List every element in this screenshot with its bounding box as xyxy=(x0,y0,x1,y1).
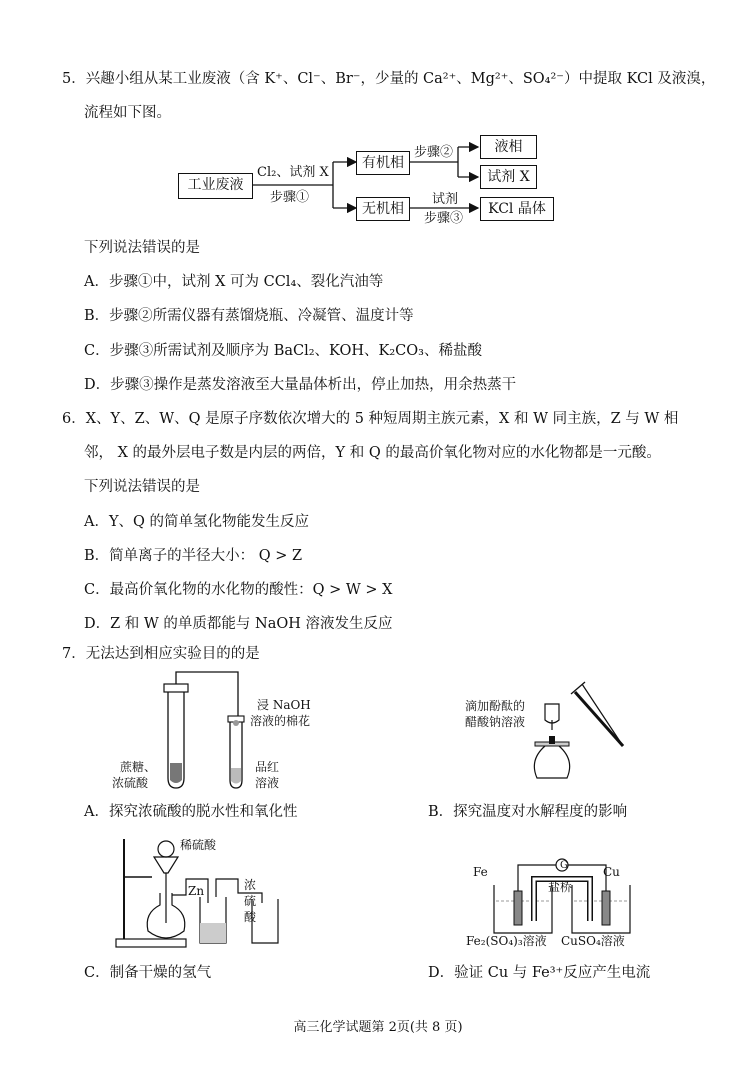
flow-box-start: 工业废液 xyxy=(178,173,253,199)
apparatus-b-label2: 醋酸钠溶液 xyxy=(465,715,526,729)
flow-reagent1: Cl₂、试剂 X xyxy=(257,165,329,180)
apparatus-c-label-acid: 稀硫酸 xyxy=(180,838,217,852)
flow-step1: 步骤① xyxy=(270,190,310,205)
apparatus-a-label-acid: 浓硫酸 xyxy=(112,776,149,790)
apparatus-c-label-conc2: 硫 xyxy=(244,894,257,908)
q5-option-c: C．步骤③所需试剂及顺序为 BaCl₂、KOH、K₂CO₃、稀盐酸 xyxy=(84,343,482,359)
q7-caption-b: B．探究温度对水解程度的影响 xyxy=(428,804,628,820)
flow-reagent3: 试剂 xyxy=(432,192,459,207)
flow-box-liquid: 液相 xyxy=(480,135,537,159)
apparatus-b-label1: 滴加酚酞的 xyxy=(465,699,526,713)
q6-option-d: D．Z 和 W 的单质都能与 NaOH 溶液发生反应 xyxy=(84,616,393,632)
apparatus-a-label-cotton1: 浸 NaOH xyxy=(257,698,311,712)
q6-stem-line2: 邻， X 的最外层电子数是内层的两倍，Y 和 Q 的最高价氧化物对应的水化物都是一元酸。 xyxy=(84,445,661,461)
apparatus-c-label-conc3: 酸 xyxy=(244,910,257,924)
q7-caption-a: A．探究浓硫酸的脱水性和氧化性 xyxy=(84,804,298,820)
apparatus-d-label-bridge: 盐桥 xyxy=(548,880,573,894)
apparatus-d-label-fe: Fe xyxy=(473,865,488,879)
flow-step2: 步骤② xyxy=(414,145,454,160)
q5-option-a: A．步骤①中，试剂 X 可为 CCl₄、裂化汽油等 xyxy=(84,274,384,290)
apparatus-a-label-sugar: 蔗糖、 xyxy=(120,760,157,774)
q7-caption-d: D．验证 Cu 与 Fe³⁺反应产生电流 xyxy=(428,965,651,981)
apparatus-c-label-zn: Zn xyxy=(188,884,205,898)
flow-box-inorganic: 无机相 xyxy=(356,197,410,221)
q5-option-d: D．步骤③操作是蒸发溶液至大量晶体析出，停止加热，用余热蒸干 xyxy=(84,377,517,393)
apparatus-a-label-pinkdye: 品红 xyxy=(255,760,280,774)
flow-box-kcl: KCl 晶体 xyxy=(480,197,554,221)
flow-box-reagentx: 试剂 X xyxy=(480,165,537,189)
q6-option-a: A．Y、Q 的简单氢化物能发生反应 xyxy=(84,514,310,530)
flow-box-organic: 有机相 xyxy=(356,151,410,175)
apparatus-d-label-sol1: Fe₂(SO₄)₃溶液 xyxy=(466,934,547,948)
apparatus-b-diagram xyxy=(525,674,645,794)
q7-stem: 7．无法达到相应实验目的的是 xyxy=(62,646,260,662)
flow-step3: 步骤③ xyxy=(424,211,464,226)
apparatus-a-label-solution: 溶液 xyxy=(255,776,280,790)
q5-prompt: 下列说法错误的是 xyxy=(84,240,200,256)
q6-prompt: 下列说法错误的是 xyxy=(84,479,200,495)
apparatus-a-label-cotton2: 溶液的棉花 xyxy=(250,714,311,728)
q5-stem-line2: 流程如下图。 xyxy=(84,105,171,121)
apparatus-c-label-conc1: 浓 xyxy=(244,878,257,892)
apparatus-d-label-sol2: CuSO₄溶液 xyxy=(561,934,625,948)
q6-stem-line1: 6．X、Y、Z、W、Q 是原子序数依次增大的 5 种短周期主族元素，X 和 W 同主族，Z 与 W 相 xyxy=(62,411,679,427)
q7-caption-c: C．制备干燥的氢气 xyxy=(84,965,212,981)
q5-stem-line1: 5．兴趣小组从某工业废液（含 K⁺、Cl⁻、Br⁻，少量的 Ca²⁺、Mg²⁺、SO₄²⁻）中提取 KCl 及液溴， xyxy=(62,71,716,87)
q6-option-b: B．简单离子的半径大小： Q > Z xyxy=(84,548,303,564)
q6-option-c: C．最高价氧化物的水化物的酸性：Q > W > X xyxy=(84,582,393,598)
apparatus-d-label-cu: Cu xyxy=(603,865,620,879)
page-footer: 高三化学试题第 2页(共 8 页) xyxy=(293,1020,463,1035)
q5-option-b: B．步骤②所需仪器有蒸馏烧瓶、冷凝管、温度计等 xyxy=(84,308,414,324)
apparatus-d-meter: G xyxy=(560,860,568,871)
